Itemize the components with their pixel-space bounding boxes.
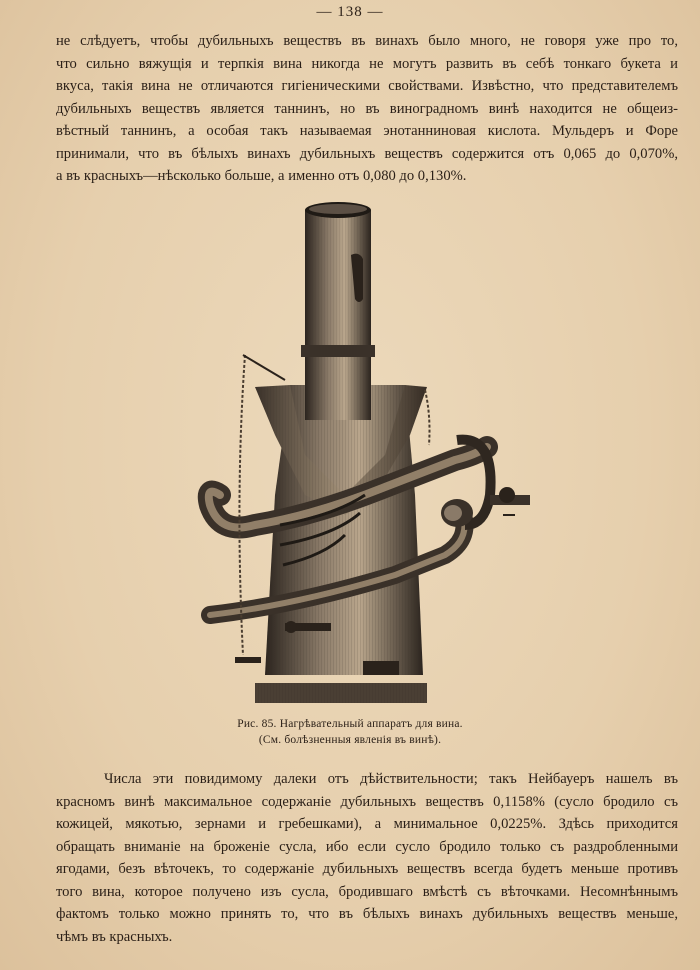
text-line: дубильныхъ веществъ является таннинъ, но въ виноградномъ винѣ находится не общеиз- bbox=[56, 100, 678, 117]
text-line: Числа эти повидимому далеки отъ дѣйствительности; такъ Нейбауеръ нашелъ въ bbox=[104, 771, 678, 787]
figure-caption bbox=[0, 716, 700, 748]
text-line: что сильно вяжущія и терпкія вина никогда не могутъ развить въ себѣ тонкаго букета и bbox=[56, 55, 678, 72]
text-line: вкуса, такія вина не отличаются гигіеническими свойствами. Извѣстно, что представителемъ bbox=[56, 78, 678, 94]
text-line: фактомъ только можно принять то, что въ бѣлыхъ винахъ дубильныхъ веществъ меньше, bbox=[56, 906, 678, 922]
caption-note: (См. болѣзненныя явленія въ винѣ). bbox=[258, 734, 442, 746]
text-line: чѣмъ въ красныхъ. bbox=[56, 928, 173, 945]
text-line: кожицей, мякотью, зернами и гребешками), а минимальное 0,0225%. Здѣсь приходится bbox=[56, 816, 678, 832]
top-paragraph bbox=[56, 30, 678, 188]
caption-title: Рис. 85. Нагрѣвательный аппаратъ для вина. bbox=[237, 718, 463, 730]
heating-apparatus-illustration bbox=[195, 195, 555, 710]
text-line: а въ красныхъ—нѣсколько больше, а именно отъ 0,080 до 0,130%. bbox=[56, 168, 467, 184]
text-line: обращать вниманіе на броженіе сусла, ибо если сусло бродило только съ раздробленными bbox=[56, 838, 678, 855]
page-number: — 138 — bbox=[316, 4, 384, 20]
text-line: принимали, что въ бѣлыхъ винахъ дубильныхъ веществъ содержится отъ 0,065 до 0,070%, bbox=[56, 145, 678, 162]
text-line: красномъ винѣ максимальное содержаніе дубильныхъ веществъ 0,1158% (сусло бродило съ bbox=[56, 793, 678, 810]
bottom-paragraph bbox=[56, 768, 678, 948]
text-line: того вина, которое получено изъ сусла, бродившаго вмѣстѣ съ вѣточками. Несомнѣннымъ bbox=[56, 883, 678, 900]
text-line: ягодами, безъ вѣточекъ, то содержаніе дубильныхъ веществъ всегда будетъ меньше противъ bbox=[56, 861, 678, 877]
text-line: не слѣдуетъ, чтобы дубильныхъ веществъ въ винахъ было много, не говоря уже про то, bbox=[56, 33, 678, 49]
text-line: вѣстный таннинъ, а особая такъ называемая энотанниновая кислота. Мульдеръ и Форе bbox=[56, 123, 678, 139]
